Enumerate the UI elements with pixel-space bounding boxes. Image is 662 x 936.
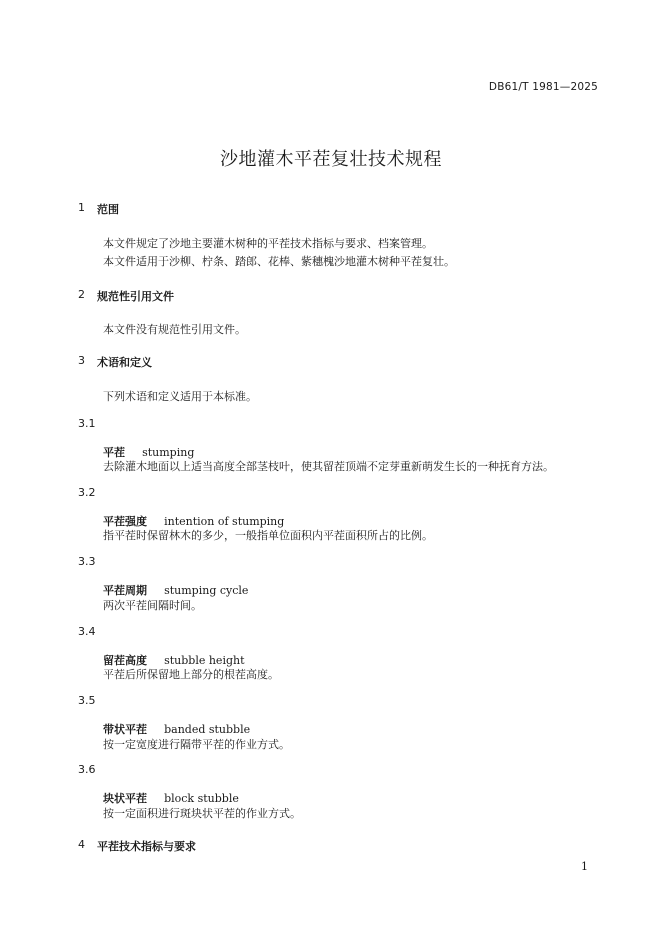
- paragraph: 本文件适用于沙柳、柠条、踏郎、花棒、紫穗槐沙地灌木树种平茬复壮。: [103, 255, 455, 268]
- term-chinese: 平茬周期: [103, 584, 147, 597]
- term-number: 3.3: [78, 555, 96, 568]
- term-number: 3.6: [78, 763, 96, 776]
- section-number: 4: [78, 838, 85, 851]
- term-english: intention of stumping: [164, 515, 285, 528]
- section-title: 范围: [97, 203, 119, 216]
- section-number: 1: [78, 201, 85, 214]
- section-number: 2: [78, 288, 85, 301]
- term-heading: [103, 718, 250, 737]
- document-title: 沙地灌木平茬复壮技术规程: [220, 149, 442, 170]
- term-definition: 按一定面积进行斑块状平茬的作业方式。: [103, 807, 301, 820]
- term-heading: [103, 787, 239, 806]
- term-chinese: 块状平茬: [103, 792, 147, 805]
- term-english: block stubble: [164, 792, 239, 805]
- term-definition: 两次平茬间隔时间。: [103, 599, 202, 612]
- standard-code: DB61/T 1981—2025: [488, 81, 598, 93]
- term-chinese: 留茬高度: [103, 654, 147, 667]
- term-english: banded stubble: [164, 723, 251, 736]
- term-number: 3.4: [78, 625, 96, 638]
- section-title: 术语和定义: [97, 356, 152, 369]
- term-english: stumping cycle: [164, 584, 249, 597]
- term-definition: 指平茬时保留林木的多少，一般指单位面积内平茬面积所占的比例。: [103, 529, 433, 542]
- section-title: 规范性引用文件: [97, 290, 174, 303]
- term-definition: 去除灌木地面以上适当高度全部茎枝叶，使其留茬顶端不定芽重新萌发生长的一种抚育方法。: [103, 460, 554, 473]
- term-chinese: 平茬强度: [103, 515, 147, 528]
- paragraph: 本文件没有规范性引用文件。: [103, 323, 246, 336]
- term-heading: [103, 579, 248, 598]
- term-number: 3.1: [78, 417, 96, 430]
- term-english: stubble height: [164, 654, 245, 667]
- term-definition: 按一定宽度进行隔带平茬的作业方式。: [103, 738, 290, 751]
- paragraph: 下列术语和定义适用于本标准。: [103, 390, 257, 403]
- page-number: 1: [581, 860, 588, 873]
- term-definition: 平茬后所保留地上部分的根茬高度。: [103, 668, 279, 681]
- term-english: stumping: [142, 446, 195, 459]
- term-chinese: 平茬: [103, 446, 125, 459]
- term-number: 3.5: [78, 694, 96, 707]
- term-chinese: 带状平茬: [103, 723, 147, 736]
- paragraph: 本文件规定了沙地主要灌木树种的平茬技术指标与要求、档案管理。: [103, 237, 433, 250]
- section-title: 平茬技术指标与要求: [97, 840, 196, 853]
- term-number: 3.2: [78, 486, 96, 499]
- section-number: 3: [78, 354, 85, 367]
